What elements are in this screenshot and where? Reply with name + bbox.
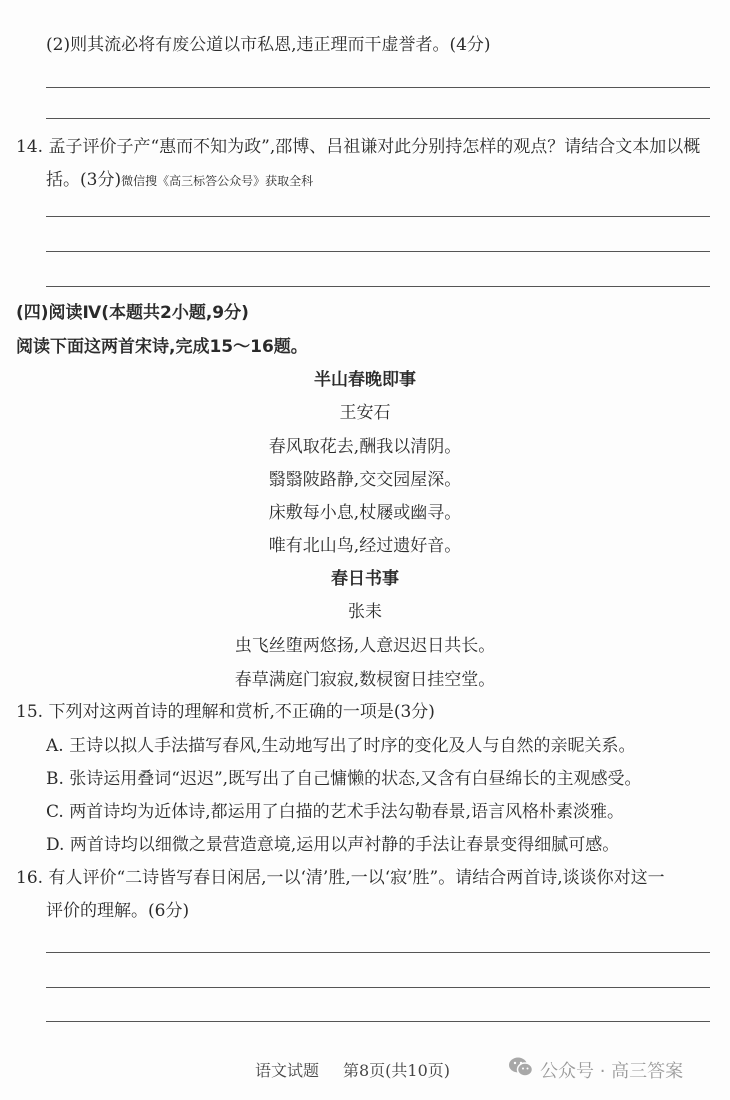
footer-subject: 语文试题 (255, 1061, 320, 1080)
watermark (508, 1056, 683, 1083)
q15-stem: 15. 下列对这两首诗的理解和赏析,不正确的一项是(3分) (16, 702, 435, 722)
poem2-title: 春日书事 (331, 569, 399, 589)
section-heading: (四)阅读Ⅳ(本题共2小题,9分) (16, 303, 249, 323)
watermark-text: 公众号 · 高三答案 (540, 1060, 684, 1082)
q13-sub2: (2)则其流必将有废公道以市私恩,违正理而干虚誉者。(4分) (46, 35, 491, 55)
q14-note: 微信搜《高三标答公众号》获取全科 (121, 174, 314, 188)
q15-option-d: D. 两首诗均以细微之景营造意境,运用以声衬静的手法让春景变得细腻可感。 (46, 835, 620, 855)
q16-stem: 16. 有人评价“二诗皆写春日闲居,一以‘清’胜,一以‘寂’胜”。请结合两首诗,谈谈你对这一 (16, 868, 665, 888)
poem1-author: 王安石 (339, 403, 391, 423)
poem1-line: 春风取花去,酬我以清阴。 (268, 437, 462, 457)
poem2-author: 张耒 (348, 602, 382, 622)
q14-stem: 14. 孟子评价子产“惠而不知为政”,邵博、吕祖谦对此分别持怎样的观点？请结合文本加以概 (16, 137, 701, 157)
q14-score: 括。(3分) (46, 170, 122, 190)
poem1-line: 床敷每小息,杖屦或幽寻。 (268, 503, 462, 523)
answer-line (46, 87, 710, 88)
q16-stem-cont: 评价的理解。(6分) (46, 901, 190, 921)
poem2-line: 虫飞丝堕两悠扬,人意迟迟日共长。 (234, 636, 496, 656)
wechat-icon (508, 1056, 534, 1083)
q15-option-a: A. 王诗以拟人手法描写春风,生动地写出了时序的变化及人与自然的亲昵关系。 (46, 736, 636, 756)
poem1-line: 翳翳陂路静,交交园屋深。 (268, 470, 462, 490)
answer-line (46, 952, 710, 953)
answer-line (46, 118, 710, 119)
footer-page: 第8页(共10页) (343, 1061, 451, 1080)
section-instruction: 阅读下面这两首宋诗,完成15～16题。 (16, 337, 308, 357)
poem1-line: 唯有北山鸟,经过遗好音。 (268, 536, 462, 556)
q15-option-c: C. 两首诗均为近体诗,都运用了白描的艺术手法勾勒春景,语言风格朴素淡雅。 (46, 802, 625, 822)
answer-line (46, 251, 710, 252)
q14-stem-cont (46, 169, 313, 192)
answer-line (46, 216, 710, 217)
answer-line (46, 1021, 710, 1022)
answer-line (46, 987, 710, 988)
q15-option-b: B. 张诗运用叠词“迟迟”,既写出了自己慵懒的状态,又含有白昼绵长的主观感受。 (46, 769, 642, 789)
answer-line (46, 286, 710, 287)
poem2-line: 春草满庭门寂寂,数棂窗日挂空堂。 (234, 670, 496, 690)
poem1-title: 半山春晚即事 (314, 370, 416, 390)
